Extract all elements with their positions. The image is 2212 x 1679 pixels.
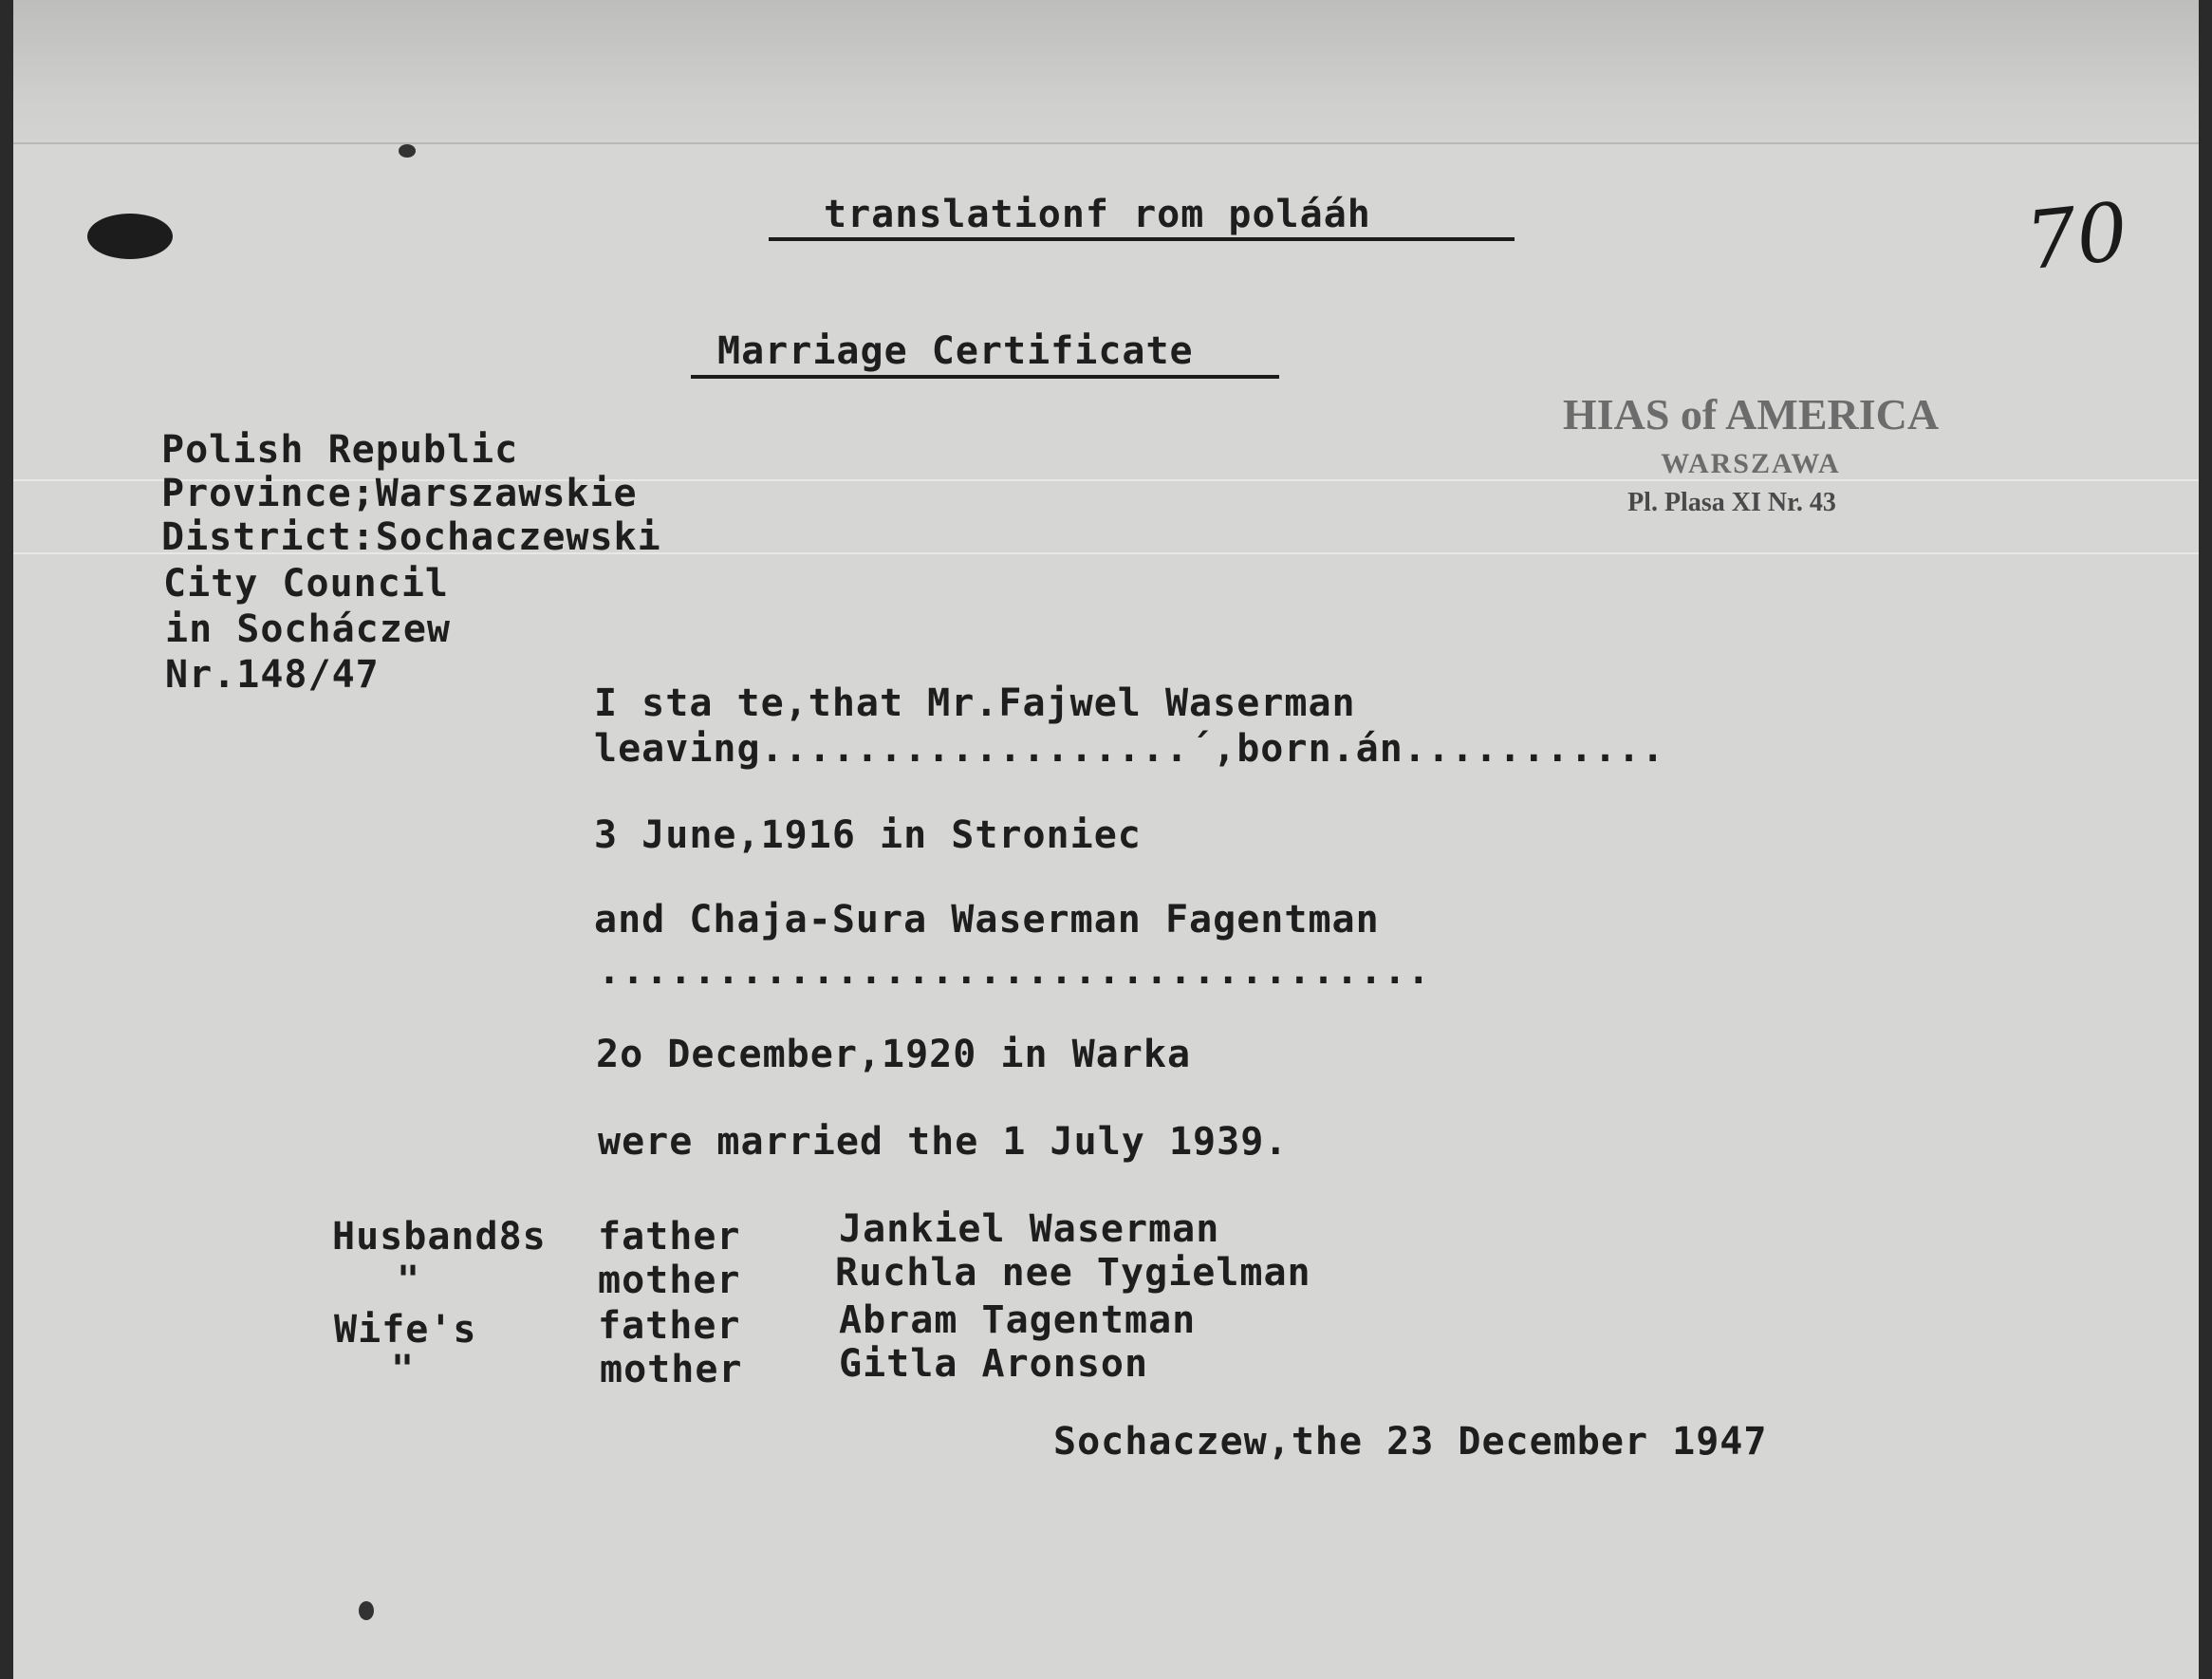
- parent-relation: mother: [598, 1259, 741, 1302]
- authority-line: Polish Republic: [161, 428, 519, 472]
- scan-left-edge: [0, 0, 13, 1679]
- scan-right-edge: [2199, 0, 2212, 1679]
- body-line: leaving..................´,born.án...........: [594, 727, 1665, 771]
- scan-top-strip: [0, 0, 2212, 144]
- translation-note: translationf rom polááh: [824, 193, 1371, 236]
- ink-blot: [87, 214, 173, 259]
- body-line: and Chaja-Sura Waserman Fagentman: [594, 898, 1380, 942]
- parent-who: ": [397, 1259, 421, 1302]
- parent-relation: father: [598, 1215, 741, 1259]
- stamp-line: Pl. Plasa XI Nr. 43: [1627, 488, 1836, 517]
- parent-who: Husband8s: [332, 1215, 547, 1259]
- parent-relation: mother: [600, 1348, 743, 1391]
- parent-name: Ruchla nee Tygielman: [835, 1251, 1311, 1295]
- body-line: 3 June,1916 in Stroniec: [594, 813, 1142, 857]
- body-line: were married the 1 July 1939.: [598, 1120, 1289, 1164]
- parent-name: Gitla Aronson: [839, 1342, 1149, 1386]
- ink-speck: [399, 144, 416, 158]
- authority-line: Nr.148/47: [165, 653, 380, 697]
- body-line: ...................................: [598, 949, 1431, 993]
- authority-line: in Socháczew: [165, 607, 451, 651]
- body-line: 2o December,1920 in Warka: [596, 1033, 1192, 1076]
- folio-number: 70: [2021, 184, 2132, 289]
- parent-name: Abram Tagentman: [839, 1298, 1197, 1342]
- document-title: Marriage Certificate: [717, 329, 1194, 373]
- ink-speck: [359, 1601, 374, 1620]
- body-line: I sta te,that Mr.Fajwel Waserman: [594, 681, 1356, 725]
- authority-line: Province;Warszawskie: [161, 472, 638, 515]
- authority-line: District:Sochaczewski: [161, 515, 661, 559]
- parent-relation: father: [598, 1304, 741, 1348]
- parent-who: Wife's: [334, 1308, 477, 1352]
- parent-name: Jankiel Waserman: [839, 1207, 1220, 1251]
- document-title-underline: [691, 375, 1279, 379]
- parent-who: ": [391, 1348, 416, 1391]
- translation-note-underline: [769, 237, 1515, 241]
- stamp-line: WARSZAWA: [1661, 448, 1841, 479]
- place-and-date: Sochaczew,the 23 December 1947: [1053, 1420, 1768, 1464]
- stamp-line: HIAS of AMERICA: [1562, 390, 1940, 438]
- authority-line: City Council: [163, 562, 449, 606]
